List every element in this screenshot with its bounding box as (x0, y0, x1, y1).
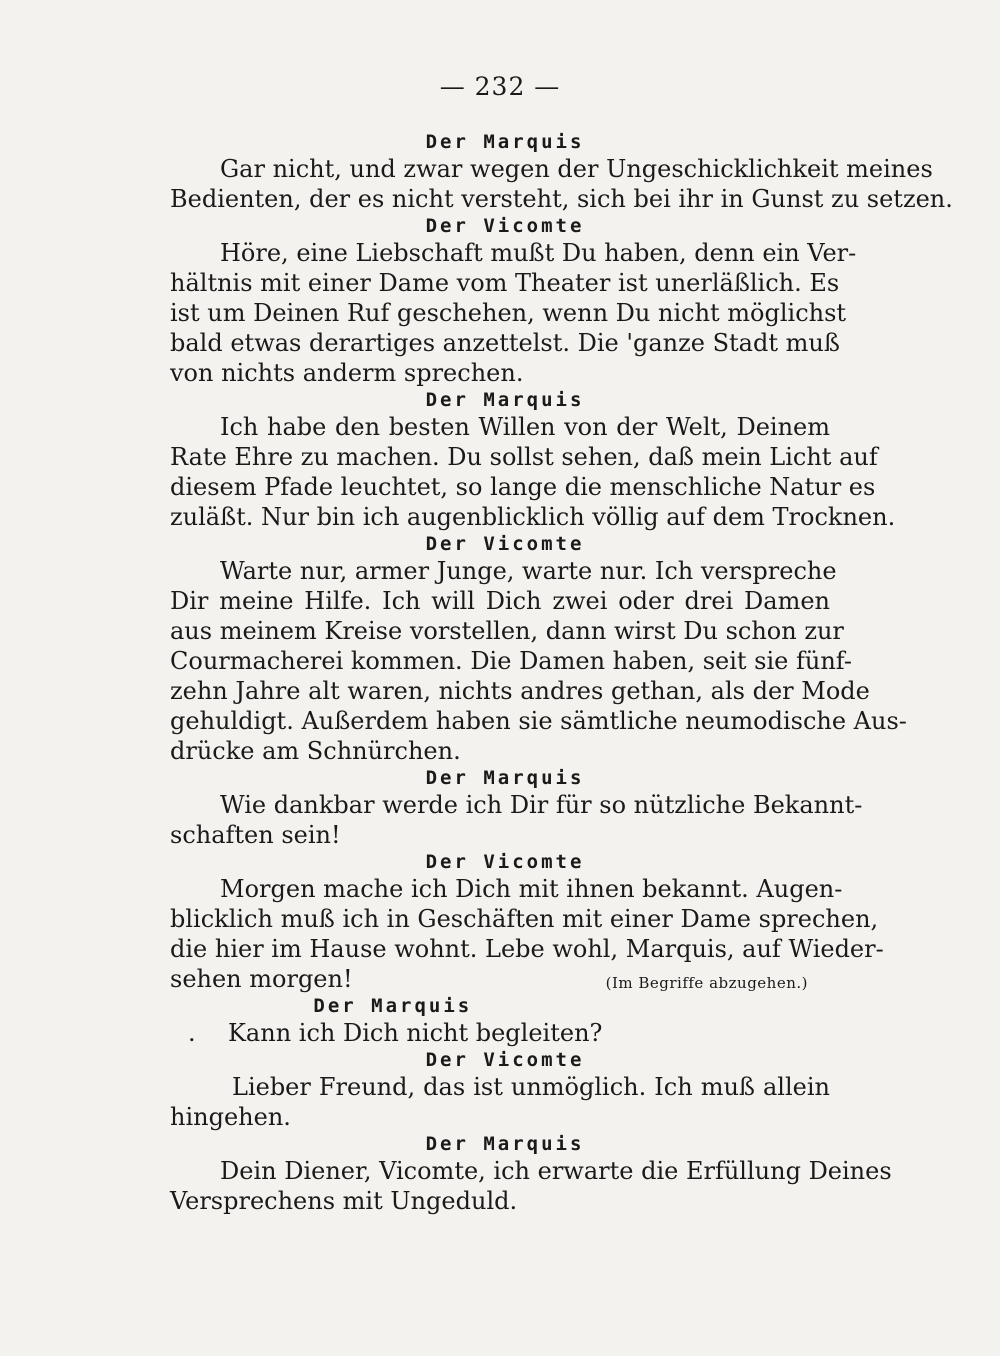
text-line: Ich habe den besten Willen von der Welt, Deinem (220, 413, 830, 441)
text-line: Courmacherei kommen. Die Damen haben, seit sie fünf- (170, 647, 852, 675)
speaker-name: Der Vicomte (425, 533, 585, 555)
text-line: gehuldigt. Außerdem haben sie sämtliche neumodische Aus- (170, 707, 907, 735)
text-line: Höre, eine Liebschaft mußt Du haben, denn ein Ver- (220, 239, 857, 267)
text-line: Warte nur, armer Junge, warte nur. Ich verspreche (220, 557, 837, 585)
text-line: schaften sein! (170, 821, 341, 849)
speaker-name: Der Vicomte (425, 1049, 585, 1071)
speaker-name: Der Marquis (425, 767, 585, 789)
text-line-content: Kann ich Dich nicht begleiten? (228, 1019, 603, 1047)
dialogue-text (170, 130, 953, 1216)
stray-mark: . (188, 1019, 196, 1047)
text-line: Wie dankbar werde ich Dir für so nützliche Bekannt- (220, 791, 863, 819)
speaker-name: Der Marquis (425, 1133, 585, 1155)
text-line: Lieber Freund, das ist unmöglich. Ich muß allein (232, 1073, 830, 1101)
stage-direction: (Im Begriffe abzugehen.) (605, 974, 808, 992)
text-line: Bedienten, der es nicht versteht, sich bei ihr in Gunst zu setzen. (170, 185, 953, 213)
text-line: drücke am Schnürchen. (170, 737, 461, 765)
text-line: hingehen. (170, 1103, 291, 1131)
text-line: Dein Diener, Vicomte, ich erwarte die Erfüllung Deines (220, 1157, 892, 1185)
page-number: — 232 — (439, 72, 561, 101)
speaker-name: Der Marquis (425, 389, 585, 411)
text-line: zehn Jahre alt waren, nichts andres gethan, als der Mode (170, 677, 870, 705)
text-line: diesem Pfade leuchtet, so lange die menschliche Natur es (170, 473, 876, 501)
text-line: Versprechens mit Ungeduld. (170, 1187, 518, 1215)
text-line: aus meinem Kreise vorstellen, dann wirst Du schon zur (170, 617, 844, 645)
text-line (170, 1018, 830, 1048)
text-line: zuläßt. Nur bin ich augenblicklich völlig auf dem Trocknen. (170, 503, 896, 531)
text-line-content: sehen morgen! (170, 965, 353, 993)
speaker-name: Der Vicomte (425, 215, 585, 237)
speaker-name: Der Marquis (313, 995, 473, 1017)
text-line: hältnis mit einer Dame vom Theater ist unerläßlich. Es (170, 269, 840, 297)
text-line (170, 964, 830, 994)
text-line: Rate Ehre zu machen. Du sollst sehen, daß mein Licht auf (170, 443, 878, 471)
speaker-name: Der Vicomte (425, 851, 585, 873)
text-line: blicklich muß ich in Geschäften mit einer Dame sprechen, (170, 905, 879, 933)
text-line: Gar nicht, und zwar wegen der Ungeschicklichkeit meines (220, 155, 933, 183)
text-line: Morgen mache ich Dich mit ihnen bekannt. Augen- (220, 875, 843, 903)
text-line: von nichts anderm sprechen. (170, 359, 524, 387)
text-line: bald etwas derartiges anzettelst. Die 'ganze Stadt muß (170, 329, 840, 357)
text-line: ist um Deinen Ruf geschehen, wenn Du nicht möglichst (170, 299, 847, 327)
text-line: Dir meine Hilfe. Ich will Dich zwei oder drei Damen (170, 587, 830, 615)
text-line: die hier im Hause wohnt. Lebe wohl, Marquis, auf Wieder- (170, 935, 884, 963)
speaker-name: Der Marquis (425, 131, 585, 153)
